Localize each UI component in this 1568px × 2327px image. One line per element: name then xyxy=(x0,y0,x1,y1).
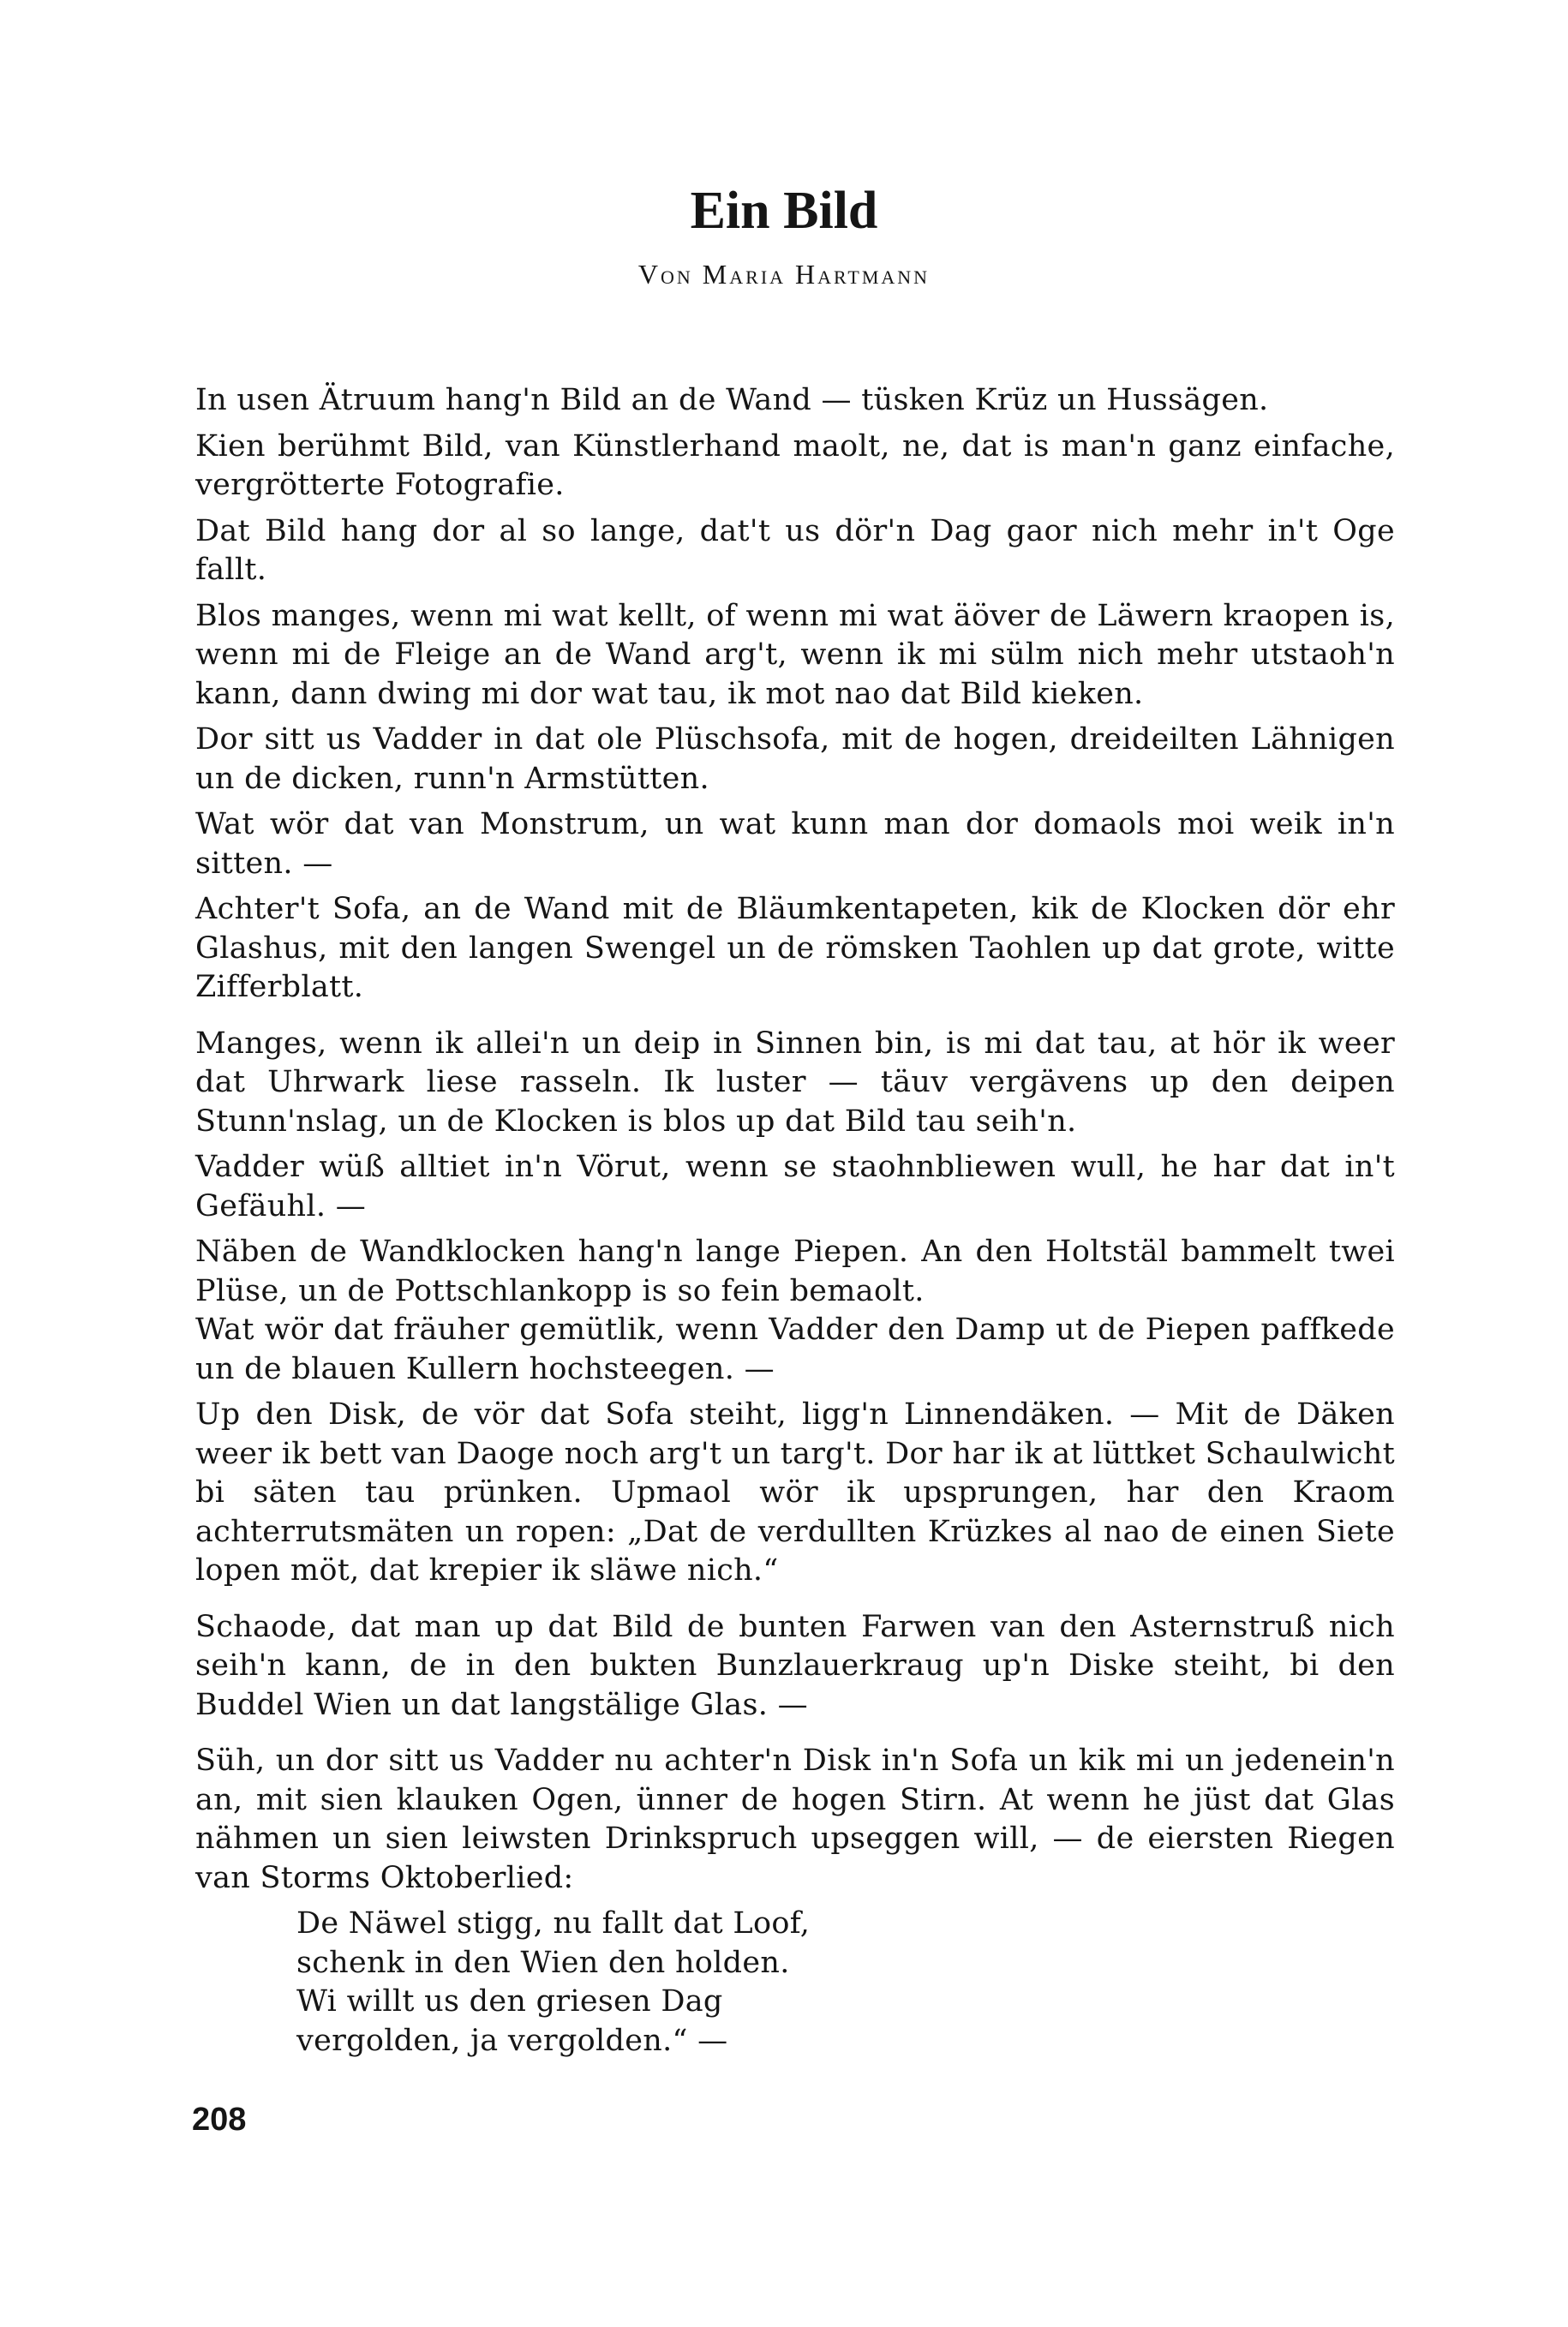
paragraph: Vadder wüß alltiet in'n Vörut, wenn se staohnbliewen wull, he har dat in't Gefäuhl. — xyxy=(195,1150,1395,1223)
verse-quote xyxy=(296,1905,1395,2061)
paragraph: Manges, wenn ik allei'n un deip in Sinnen bin, is mi dat tau, at hör ik weer dat Uhrwark liese rasseln. Ik luster — täuv vergävens up den deipen Stunn'nslag, un de Klocken is blos up dat Bild tau seih'n. xyxy=(195,1026,1395,1139)
paragraph: Up den Disk, de vör dat Sofa steiht, ligg'n Linnendäken. — Mit de Däken weer ik bett van Daoge noch arg't un targ't. Dor har ik at lüttket Schaulwicht bi säten tau prünken. Upmaol wör ik upsprungen, har den Kraom achterrutsmäten un ropen: „Dat de verdullten Krüzkes al nao de einen Siete lopen möt, dat krepier ik släwe nich.“ xyxy=(195,1397,1395,1588)
paragraph: Wat wör dat van Monstrum, un wat kunn man dor domaols moi weik in'n sitten. — xyxy=(195,807,1395,881)
author-byline: Von Maria Hartmann xyxy=(637,259,931,290)
paragraph: In usen Ätruum hang'n Bild an de Wand — tüsken Krüz un Hussägen. xyxy=(195,383,1269,417)
paragraph: Wat wör dat fräuher gemütlik, wenn Vadder den Damp ut de Piepen paffkede un de blauen Kullern hochsteegen. — xyxy=(195,1313,1395,1386)
story-body xyxy=(195,381,1395,2061)
paragraph: Dor sitt us Vadder in dat ole Plüschsofa, mit de hogen, dreideilten Lähnigen un de dicken, runn'n Armstütten. xyxy=(195,722,1395,796)
page-number: 208 xyxy=(192,2102,247,2138)
verse-line: Wi willt us den griesen Dag xyxy=(296,1984,723,2019)
paragraph: Schaode, dat man up dat Bild de bunten Farwen van den Asternstruß nich seih'n kann, de in den bukten Bunzlauerkraug up'n Diske steiht, bi den Buddel Wien un dat langstälige Glas. — xyxy=(195,1609,1395,1722)
paragraph: Blos manges, wenn mi wat kellt, of wenn mi wat äöver de Läwern kraopen is, wenn mi de Fleige an de Wand arg't, wenn ik mi sülm nich mehr utstaoh'n kann, dann dwing mi dor wat tau, ik mot nao dat Bild kieken. xyxy=(195,598,1395,711)
paragraph: Achter't Sofa, an de Wand mit de Bläumkentapeten, kik de Klocken dör ehr Glashus, mit den langen Swengel un de römsken Taohlen up dat grote, witte Zifferblatt. xyxy=(195,892,1395,1004)
paragraph: Süh, un dor sitt us Vadder nu achter'n Disk in'n Sofa un kik mi un jedenein'n an, mit sien klauken Ogen, ünner de hogen Stirn. At wenn he jüst dat Glas nähmen un sien leiwsten Drinkspruch upseggen will, — de eiersten Riegen van Storms Oktoberlied: xyxy=(195,1744,1395,1895)
verse-line: schenk in den Wien den holden. xyxy=(296,1945,790,1980)
paragraph: Kien berühmt Bild, van Künstlerhand maolt, ne, dat is man'n ganz einfache, vergrötterte Fotografie. xyxy=(195,428,1395,502)
verse-line: vergolden, ja vergolden.“ — xyxy=(296,2023,728,2058)
paragraph: Näben de Wandklocken hang'n lange Piepen. An den Holtstäl bammelt twei Plüse, un de Pottschlankopp is so fein bemaolt. xyxy=(195,1235,1395,1308)
paragraph: Dat Bild hang dor al so lange, dat't us dör'n Dag gaor nich mehr in't Oge fallt. xyxy=(195,513,1395,587)
verse-line: De Näwel stigg, nu fallt dat Loof, xyxy=(296,1906,811,1941)
page-title: Ein Bild xyxy=(690,182,878,240)
